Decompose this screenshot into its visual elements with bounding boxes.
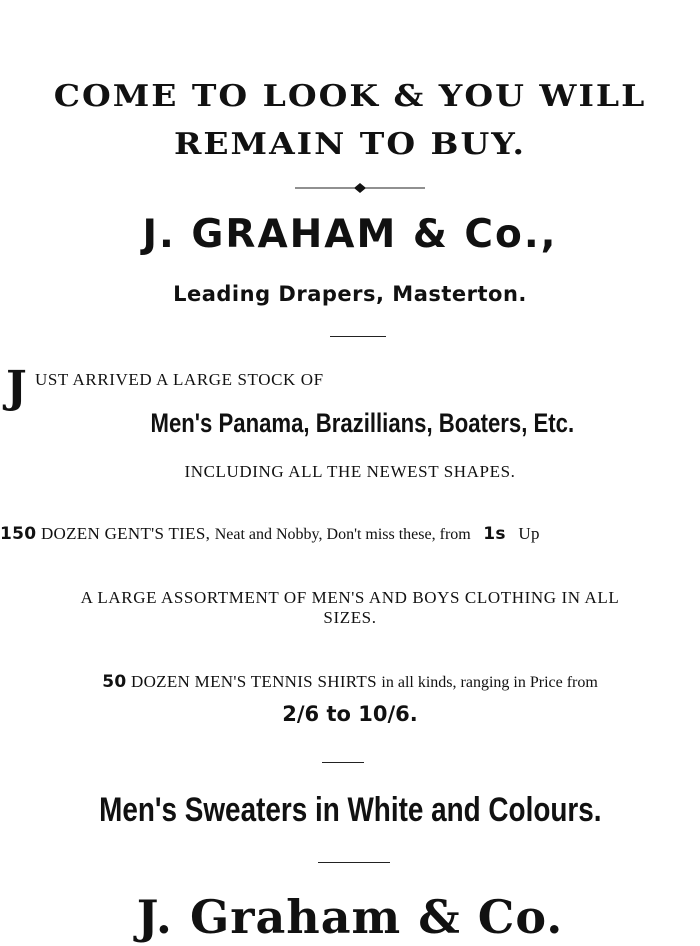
diamond-divider-icon: [295, 181, 425, 195]
ties-count: 150: [0, 524, 37, 544]
divider-rule: [330, 336, 386, 337]
ties-line: [0, 524, 700, 544]
firm-subtitle: Leading Drapers, Masterton.: [173, 282, 527, 306]
tennis-count: 50: [102, 672, 127, 692]
headline-line-2: REMAIN TO BUY.: [173, 125, 527, 162]
tennis-price: 2/6 to 10/6.: [282, 702, 418, 726]
clothing-line-1: A LARGE ASSORTMENT OF MEN'S AND BOYS CLOTHING IN ALL: [80, 588, 620, 607]
shapes-line: INCLUDING ALL THE NEWEST SHAPES.: [184, 462, 516, 481]
hats-line: [12, 408, 700, 439]
firm-name-bottom: J. Graham & Co.: [136, 890, 564, 944]
tennis-description: in all kinds, ranging in Price from: [381, 674, 598, 691]
divider-rule: [322, 762, 364, 763]
ties-description: Neat and Nobby, Don't miss these, from: [214, 526, 471, 543]
ties-price: 1s: [483, 524, 506, 544]
drop-cap: J: [6, 362, 27, 413]
clothing-line-2: SIZES.: [323, 608, 377, 627]
divider-rule: [318, 862, 390, 863]
hats-text: Men's Panama, Brazillians, Boaters, Etc.: [150, 408, 574, 438]
sweaters-text: Men's Sweaters in White and Colours.: [98, 791, 602, 829]
tennis-line: [0, 672, 700, 692]
ties-tail: Up: [518, 524, 540, 543]
tennis-caps: DOZEN MEN'S TENNIS SHIRTS: [131, 672, 377, 691]
headline-line-1: COME TO LOOK & YOU WILL: [53, 77, 647, 114]
firm-name-top: J. GRAHAM & Co.,: [142, 212, 558, 257]
stock-intro: UST ARRIVED A LARGE STOCK OF: [35, 370, 324, 389]
sweaters-line: [0, 790, 700, 830]
ties-caps: DOZEN GENT'S TIES,: [40, 524, 211, 543]
